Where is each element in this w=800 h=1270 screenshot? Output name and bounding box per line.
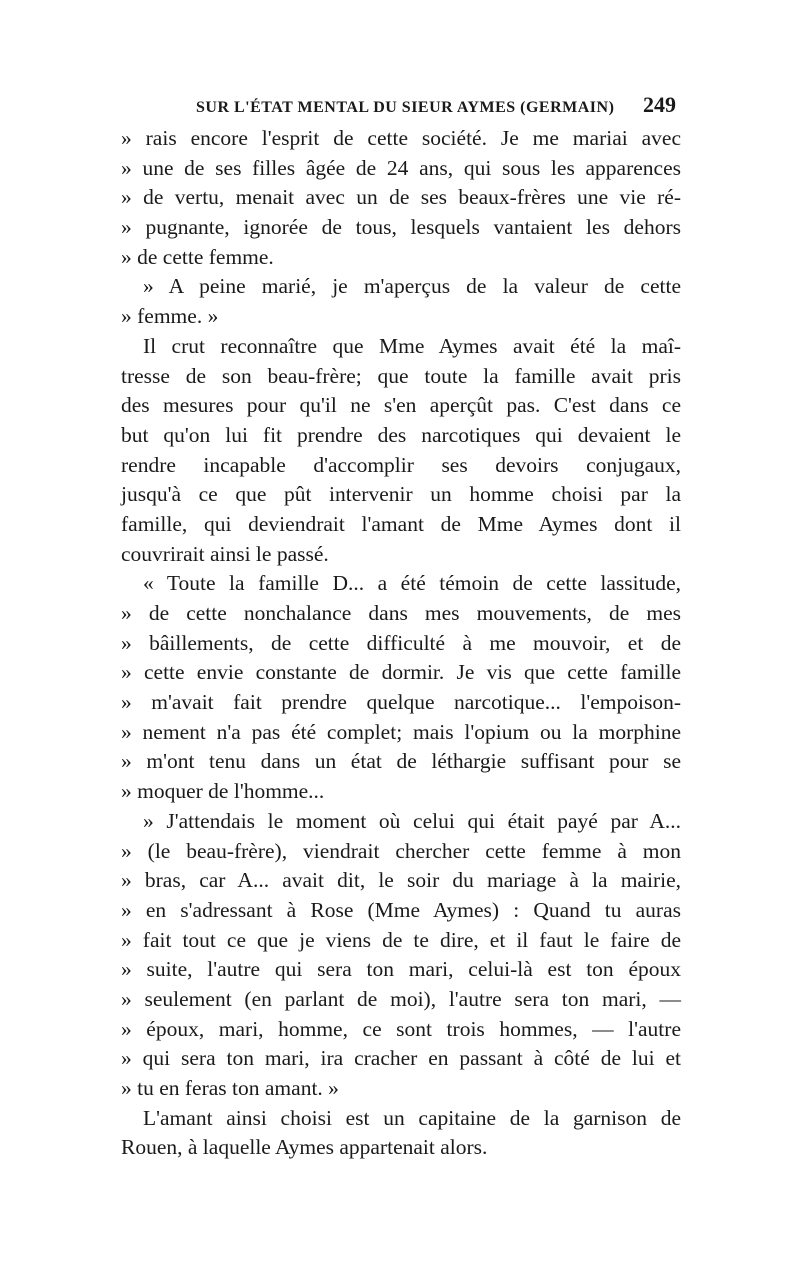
- text-line: » de cette femme.: [121, 244, 274, 269]
- text-line: » (le beau-frère), viendrait chercher cette femme à mon: [121, 838, 681, 863]
- text-line: » pugnante, ignorée de tous, lesquels vantaient les dehors: [121, 215, 681, 240]
- text-line: » bras, car A... avait dit, le soir du mariage à la mairie,: [121, 868, 681, 893]
- body-text: [121, 124, 681, 1163]
- text-line: but qu'on lui fit prendre des narcotiques qui devaient le: [121, 422, 681, 447]
- text-line: » suite, l'autre qui sera ton mari, celui-là est ton époux: [121, 957, 681, 982]
- text-line: » m'ont tenu dans un état de léthargie suffisant pour se: [121, 749, 681, 774]
- text-line: » une de ses filles âgée de 24 ans, qui sous les apparences: [121, 155, 681, 180]
- text-line: rendre incapable d'accomplir ses devoirs conjugaux,: [121, 452, 681, 477]
- text-line: » nement n'a pas été complet; mais l'opium ou la morphine: [121, 719, 681, 744]
- text-line: » rais encore l'esprit de cette société. Je me mariai avec: [121, 126, 681, 150]
- text-line: » bâillements, de cette difficulté à me mouvoir, et de: [121, 630, 681, 655]
- text-line: « Toute la famille D... a été témoin de cette lassitude,: [143, 571, 681, 596]
- text-line: L'amant ainsi choisi est un capitaine de la garnison de: [143, 1105, 681, 1130]
- text-line: » fait tout ce que je viens de te dire, et il faut le faire de: [121, 927, 681, 952]
- text-line: » J'attendais le moment où celui qui était payé par A...: [143, 808, 681, 833]
- text-line: Rouen, à laquelle Aymes appartenait alors.: [121, 1135, 488, 1160]
- text-line: » qui sera ton mari, ira cracher en passant à côté de lui et: [121, 1046, 681, 1071]
- text-line: » femme. »: [121, 304, 219, 329]
- text-line: couvrirait ainsi le passé.: [121, 541, 329, 566]
- text-line: » tu en feras ton amant. »: [121, 1076, 339, 1100]
- text-line: » A peine marié, je m'aperçus de la valeur de cette: [143, 274, 681, 299]
- page-header: [196, 92, 676, 122]
- text-line: » de cette nonchalance dans mes mouvements, de mes: [121, 601, 681, 625]
- text-line: » cette envie constante de dormir. Je vis que cette famille: [121, 660, 681, 685]
- text-line: des mesures pour qu'il ne s'en aperçût pas. C'est dans ce: [121, 393, 681, 418]
- text-line: » en s'adressant à Rose (Mme Aymes) : Quand tu auras: [121, 897, 681, 922]
- text-line: jusqu'à ce que pût intervenir un homme choisi par la: [121, 482, 681, 507]
- page-number: 249: [643, 92, 676, 117]
- text-line: tresse de son beau-frère; que toute la famille avait pris: [121, 363, 681, 388]
- text-line: » de vertu, menait avec un de ses beaux-frères une vie ré-: [121, 185, 681, 210]
- text-line: » époux, mari, homme, ce sont trois hommes, — l'autre: [121, 1016, 681, 1041]
- text-line: » moquer de l'homme...: [121, 779, 325, 804]
- text-line: Il crut reconnaître que Mme Aymes avait été la maî-: [143, 333, 681, 358]
- text-line: » seulement (en parlant de moi), l'autre sera ton mari, —: [121, 986, 681, 1011]
- text-line: famille, qui deviendrait l'amant de Mme Aymes dont il: [121, 511, 681, 536]
- running-head: SUR L'ÉTAT MENTAL DU SIEUR AYMES (GERMAIN): [196, 99, 615, 116]
- text-line: » m'avait fait prendre quelque narcotique... l'empoison-: [121, 690, 681, 715]
